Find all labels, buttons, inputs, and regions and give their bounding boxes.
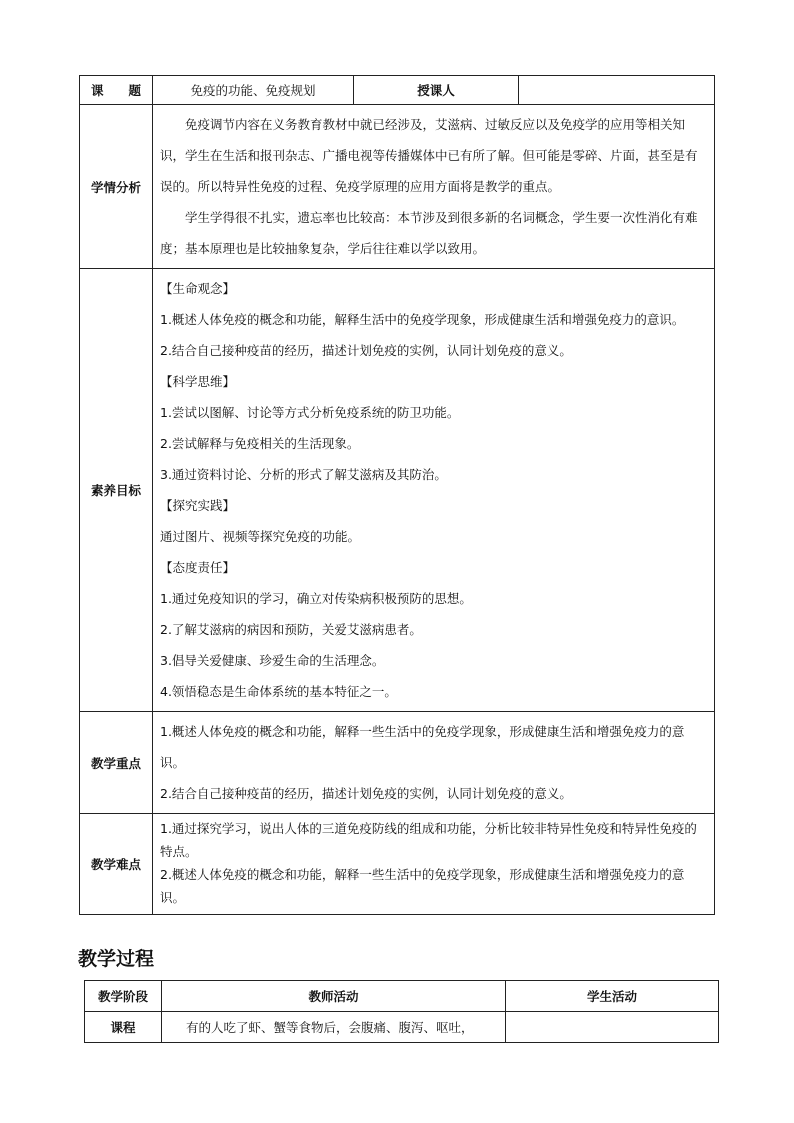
difficulties-row [80, 814, 715, 915]
teacher-value [519, 76, 715, 105]
process-header-stage: 教学阶段 [85, 981, 162, 1012]
goal-item: 1.尝试以图解、讨论等方式分析免疫系统的防卫功能。 [160, 405, 460, 420]
goals-label: 素养目标 [80, 269, 153, 712]
goal-section-title: 【态度责任】 [160, 560, 236, 575]
process-student-activity [506, 1012, 719, 1043]
key-points-content [153, 712, 715, 814]
analysis-paragraph: 免疫调节内容在义务教育教材中就已经涉及，艾滋病、过敏反应以及免疫学的应用等相关知识，学生在生活和报刊杂志、广播电视等传播媒体中已有所了解。但可能是零碎、片面，甚至是有误的。所以特异性免疫的过程、免疫学原理的应用方面将是教学的重点。 [160, 117, 698, 194]
goals-row [80, 269, 715, 712]
goal-item: 2.结合自己接种疫苗的经历，描述计划免疫的实例，认同计划免疫的意义。 [160, 343, 572, 358]
goal-section-title: 【生命观念】 [160, 281, 236, 296]
topic-label: 课 题 [80, 76, 153, 105]
difficulties-label: 教学难点 [80, 814, 153, 915]
analysis-paragraph: 学生学得很不扎实，遗忘率也比较高：本节涉及到很多新的名词概念，学生要一次性消化有难度；基本原理也是比较抽象复杂，学后往往难以学以致用。 [160, 210, 698, 256]
goals-content [153, 269, 715, 712]
goal-section-title: 【探究实践】 [160, 498, 236, 513]
lesson-plan-table [79, 75, 715, 915]
goal-item: 1.概述人体免疫的概念和功能，解释生活中的免疫学现象，形成健康生活和增强免疫力的意识。 [160, 312, 685, 327]
goal-item: 4.领悟稳态是生命体系统的基本特征之一。 [160, 684, 397, 699]
analysis-content [153, 105, 715, 269]
analysis-row [80, 105, 715, 269]
difficulty-item: 1.通过探究学习，说出人体的三道免疫防线的组成和功能，分析比较非特异性免疫和特异性免疫的特点。 [160, 821, 697, 859]
process-heading: 教学过程 [78, 948, 155, 970]
process-header-student: 学生活动 [506, 981, 719, 1012]
process-teacher-activity: 有的人吃了虾、蟹等食物后，会腹痛、腹泻、呕吐， [162, 1012, 506, 1043]
process-row [85, 1012, 719, 1043]
goal-item: 2.了解艾滋病的病因和预防，关爱艾滋病患者。 [160, 622, 422, 637]
key-points-label: 教学重点 [80, 712, 153, 814]
goal-item: 2.尝试解释与免疫相关的生活现象。 [160, 436, 360, 451]
key-point-item: 1.概述人体免疫的概念和功能，解释一些生活中的免疫学现象，形成健康生活和增强免疫力的意识。 [160, 724, 685, 770]
goal-item: 3.通过资料讨论、分析的形式了解艾滋病及其防治。 [160, 467, 447, 482]
process-header-teacher: 教师活动 [162, 981, 506, 1012]
teacher-label: 授课人 [354, 76, 519, 105]
difficulties-content [153, 814, 715, 915]
key-point-item: 2.结合自己接种疫苗的经历，描述计划免疫的实例，认同计划免疫的意义。 [160, 786, 572, 801]
difficulty-item: 2.概述人体免疫的概念和功能，解释一些生活中的免疫学现象，形成健康生活和增强免疫力的意识。 [160, 867, 685, 905]
topic-row [80, 76, 715, 105]
key-points-row [80, 712, 715, 814]
process-header-row [85, 981, 719, 1012]
goal-item: 通过图片、视频等探究免疫的功能。 [160, 529, 361, 544]
goal-item: 1.通过免疫知识的学习，确立对传染病积极预防的思想。 [160, 591, 472, 606]
process-table [84, 980, 719, 1043]
goal-item: 3.倡导关爱健康、珍爱生命的生活理念。 [160, 653, 385, 668]
goal-section-title: 【科学思维】 [160, 374, 236, 389]
topic-value: 免疫的功能、免疫规划 [153, 76, 354, 105]
analysis-label: 学情分析 [80, 105, 153, 269]
process-stage: 课程 [85, 1012, 162, 1043]
